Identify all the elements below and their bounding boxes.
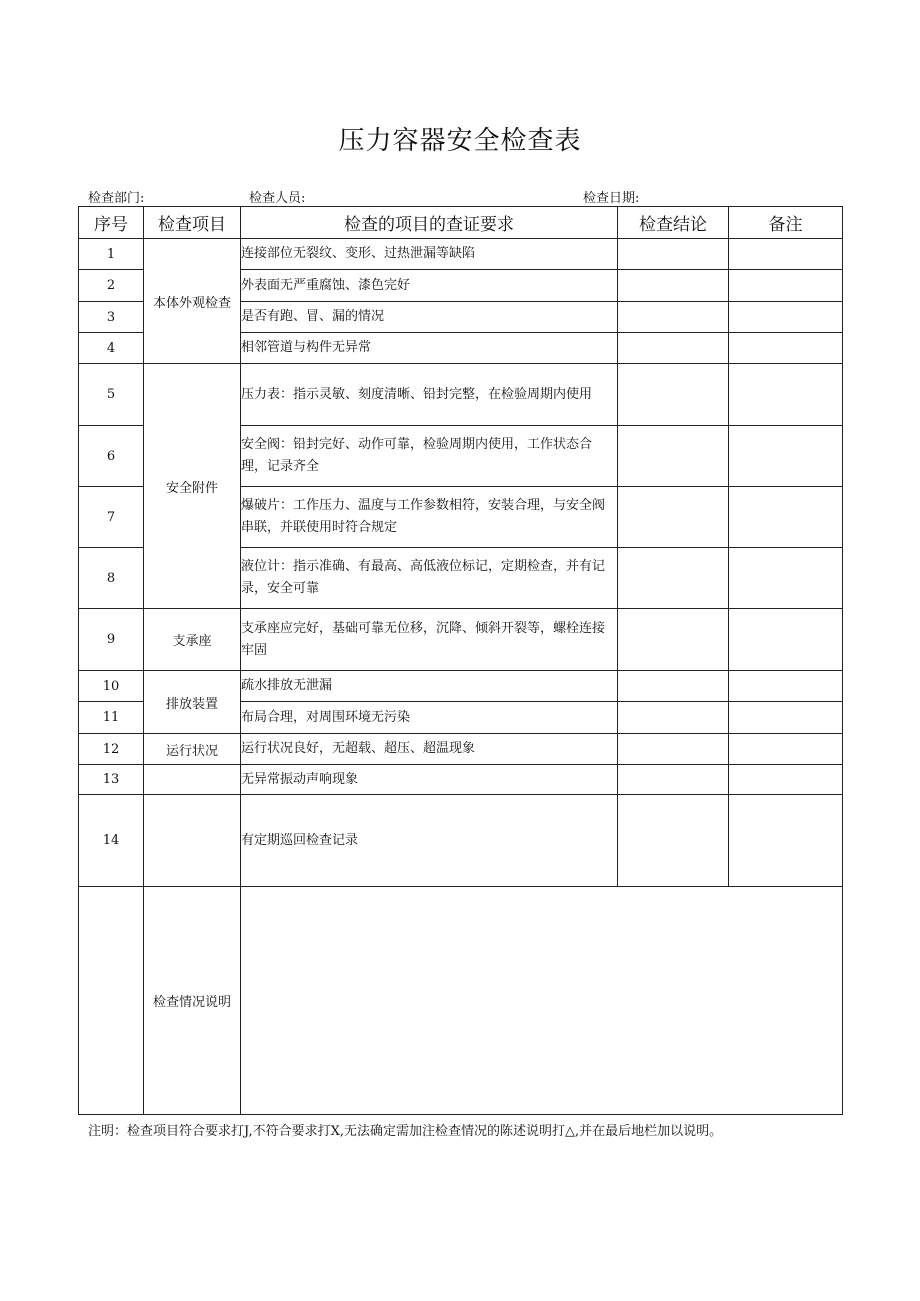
table-row (79, 609, 843, 671)
category-body: 本体外观检查 (144, 239, 241, 364)
row-requirement: 液位计：指示准确、有最高、高低液位标记，定期检查，并有记录，安全可靠 (241, 548, 618, 609)
remark-cell[interactable] (729, 426, 843, 487)
table-row (79, 239, 843, 270)
row-requirement: 运行状况良好，无超载、超压、超温现象 (241, 734, 618, 765)
row-number: 14 (79, 795, 144, 887)
conclusion-cell[interactable] (618, 333, 729, 364)
row-requirement: 安全阀：铅封完好、动作可靠，检验周期内使用，工作状态合理，记录齐全 (241, 426, 618, 487)
row-requirement: 有定期巡回检查记录 (241, 795, 618, 887)
row-requirement: 压力表：指示灵敏、刻度清晰、铅封完整，在检验周期内使用 (241, 364, 618, 426)
conclusion-cell[interactable] (618, 795, 729, 887)
row-number: 6 (79, 426, 144, 487)
conclusion-cell[interactable] (618, 487, 729, 548)
date-label: 检查日期: (583, 191, 640, 206)
row-requirement: 是否有跑、冒、漏的情况 (241, 302, 618, 333)
row-number: 1 (79, 239, 144, 270)
header-row (79, 207, 843, 239)
remark-cell[interactable] (729, 548, 843, 609)
row-number: 12 (79, 734, 144, 765)
row-requirement: 外表面无严重腐蚀、漆色完好 (241, 270, 618, 302)
conclusion-cell[interactable] (618, 734, 729, 765)
row-number: 10 (79, 671, 144, 702)
conclusion-cell[interactable] (618, 426, 729, 487)
row-requirement: 布局合理，对周围环境无污染 (241, 702, 618, 734)
conclusion-cell[interactable] (618, 270, 729, 302)
table-row (79, 765, 843, 795)
row-number: 2 (79, 270, 144, 302)
col-header-remark: 备注 (729, 207, 843, 239)
remark-cell[interactable] (729, 765, 843, 795)
category-operation: 运行状况 (144, 734, 241, 765)
conclusion-cell[interactable] (618, 765, 729, 795)
conclusion-cell[interactable] (618, 702, 729, 734)
conclusion-cell[interactable] (618, 302, 729, 333)
footnote: 注明：检查项目符合要求打J,不符合要求打X,无法确定需加注检查情况的陈述说明打△,并在最后地栏加以说明。 (88, 1124, 723, 1139)
table-row (79, 364, 843, 426)
remark-cell[interactable] (729, 734, 843, 765)
row-requirement: 无异常振动声响现象 (241, 765, 618, 795)
conclusion-cell[interactable] (618, 364, 729, 426)
row-requirement: 相邻管道与构件无异常 (241, 333, 618, 364)
inspector-label: 检查人员: (249, 191, 306, 206)
category-empty-cell (144, 765, 241, 795)
remarks-input-area[interactable] (241, 887, 843, 1115)
conclusion-cell[interactable] (618, 609, 729, 671)
table-row (79, 795, 843, 887)
col-header-no: 序号 (79, 207, 144, 239)
conclusion-cell[interactable] (618, 548, 729, 609)
col-header-requirement: 检查的项目的查证要求 (241, 207, 618, 239)
col-header-conclusion: 检查结论 (618, 207, 729, 239)
category-empty-cell (144, 795, 241, 887)
row-number: 13 (79, 765, 144, 795)
remark-cell[interactable] (729, 795, 843, 887)
row-requirement: 爆破片：工作压力、温度与工作参数相符，安装合理，与安全阀串联，并联使用时符合规定 (241, 487, 618, 548)
remark-cell[interactable] (729, 671, 843, 702)
remarks-row (79, 887, 843, 1115)
remark-cell[interactable] (729, 302, 843, 333)
row-requirement: 支承座应完好，基础可靠无位移，沉降、倾斜开裂等，螺栓连接牢固 (241, 609, 618, 671)
row-number: 8 (79, 548, 144, 609)
remark-cell[interactable] (729, 333, 843, 364)
row-number: 7 (79, 487, 144, 548)
remark-cell[interactable] (729, 364, 843, 426)
remark-cell[interactable] (729, 702, 843, 734)
row-number: 4 (79, 333, 144, 364)
row-requirement: 疏水排放无泄漏 (241, 671, 618, 702)
remarks-label: 检查情况说明 (144, 887, 241, 1115)
conclusion-cell[interactable] (618, 239, 729, 270)
remark-cell[interactable] (729, 270, 843, 302)
table-row (79, 734, 843, 765)
remarks-number-cell (79, 887, 144, 1115)
row-number: 11 (79, 702, 144, 734)
table-row (79, 671, 843, 702)
category-drain: 排放装置 (144, 671, 241, 734)
inspection-table (78, 206, 843, 1115)
page-title: 压力容器安全检查表 (338, 126, 582, 156)
department-label: 检查部门: (88, 191, 145, 206)
row-number: 9 (79, 609, 144, 671)
row-number: 5 (79, 364, 144, 426)
remark-cell[interactable] (729, 239, 843, 270)
remark-cell[interactable] (729, 609, 843, 671)
category-safety: 安全附件 (144, 364, 241, 609)
remark-cell[interactable] (729, 487, 843, 548)
row-requirement: 连接部位无裂纹、变形、过热泄漏等缺陷 (241, 239, 618, 270)
category-support: 支承座 (144, 609, 241, 671)
row-number: 3 (79, 302, 144, 333)
conclusion-cell[interactable] (618, 671, 729, 702)
col-header-item: 检查项目 (144, 207, 241, 239)
